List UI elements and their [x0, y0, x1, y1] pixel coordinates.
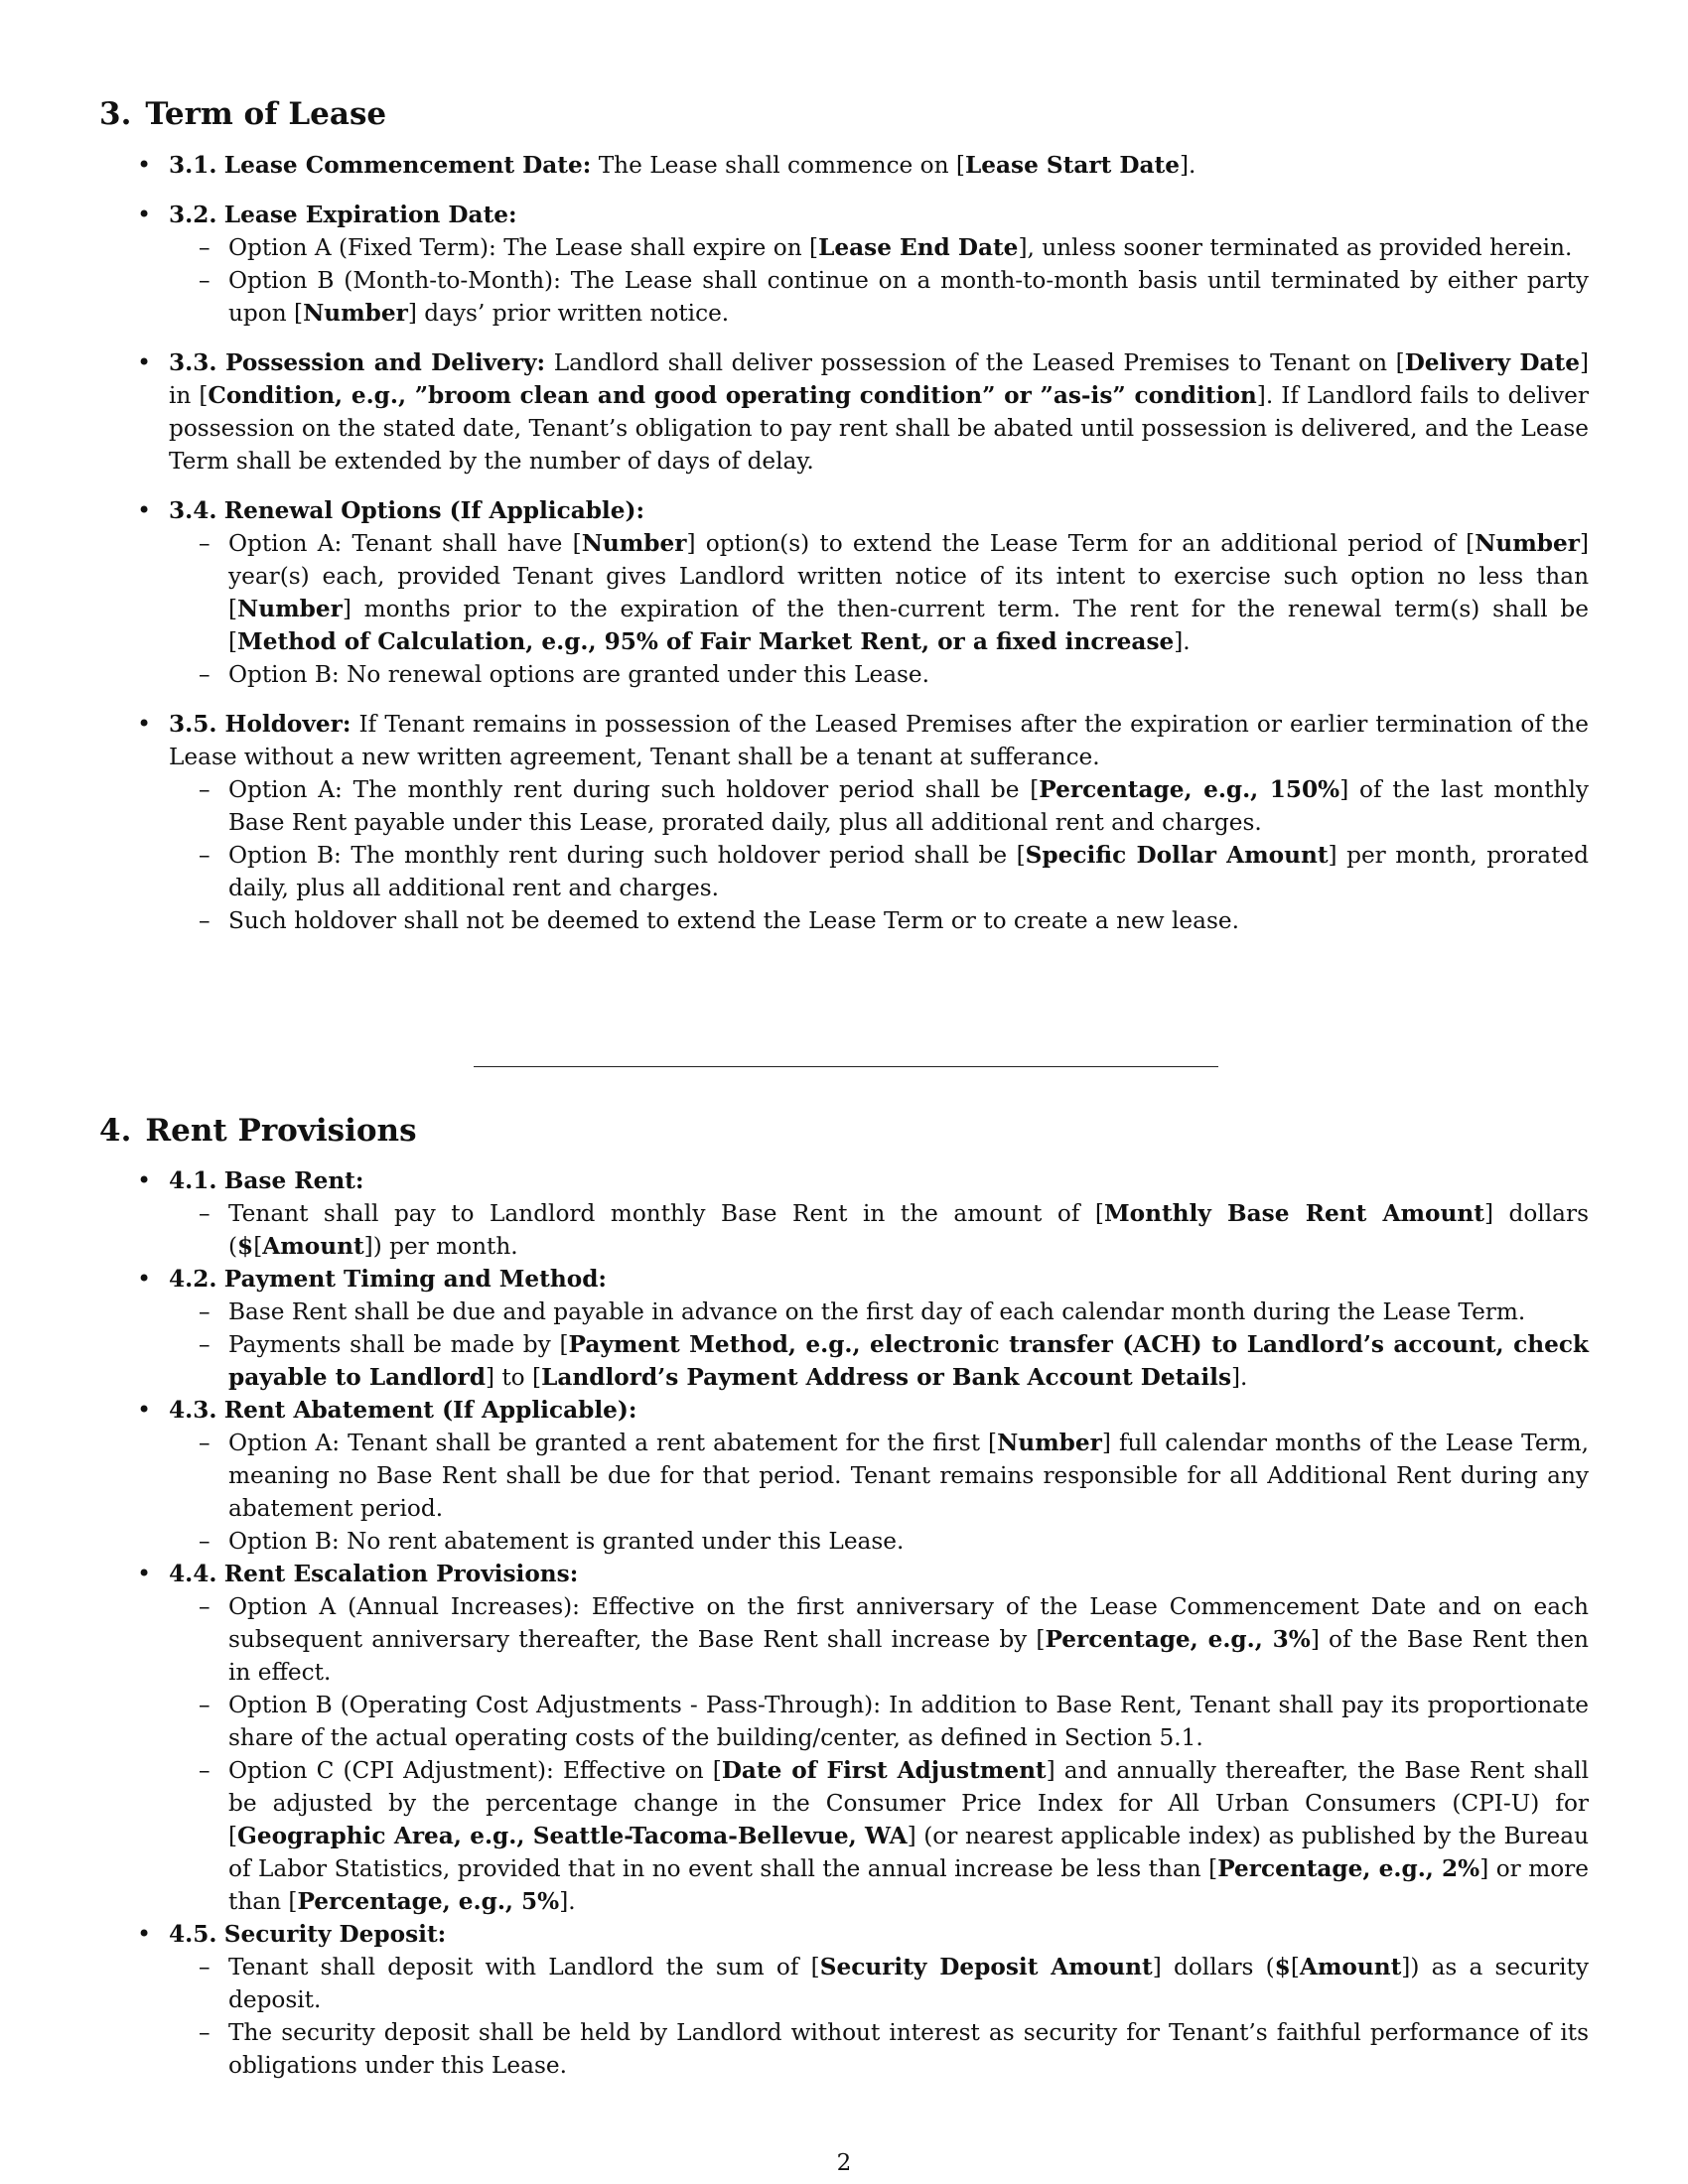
option-text: Option C (CPI Adjustment): Effective on [: [228, 1757, 722, 1784]
option-a: [169, 231, 1589, 264]
placeholder-field: Amount: [262, 1233, 364, 1260]
holdover-note: – Such holdover shall not be deemed to extend the Lease Term or to create a new lease.: [169, 904, 1589, 937]
clause-title: Holdover:: [224, 711, 352, 738]
placeholder-field: Payment Method, e.g., electronic transfer (ACH) to Landlord’s account, check payable to Landlord: [228, 1331, 1589, 1391]
item-text: Payments shall be made by [: [228, 1331, 569, 1358]
section-number: 4.: [99, 1113, 132, 1149]
option-b: [169, 839, 1589, 904]
clause-3-1: [99, 149, 1589, 182]
clause-number: 4.4.: [169, 1561, 217, 1587]
option-a: [169, 527, 1589, 658]
placeholder-field: Number: [1475, 530, 1580, 557]
clause-number: 4.3.: [169, 1397, 217, 1424]
item-text: ]) per month.: [363, 1233, 518, 1260]
option-text: ] months prior to the expiration of the then-current term. The rent for the renewal term(s) shall be [: [228, 596, 1589, 655]
list-item: – Base Rent shall be due and payable in advance on the first day of each calendar month during the Lease Term.: [169, 1296, 1589, 1328]
clause-3-4: [99, 494, 1589, 691]
clause-3-2: [99, 199, 1589, 330]
list-item: – The security deposit shall be held by Landlord without interest as security for Tenant’s faithful performance of its obligations under this Lease.: [169, 2016, 1589, 2082]
item-text: Tenant shall pay to Landlord monthly Base Rent in the amount of [: [228, 1200, 1104, 1227]
clause-number: 3.3.: [169, 349, 217, 376]
clause-3-5: [99, 708, 1589, 937]
clause-3-5-options: [169, 773, 1589, 937]
clause-title: Renewal Options (If Applicable):: [223, 497, 645, 524]
clause-4-1-items: [169, 1197, 1589, 1263]
section-title: Rent Provisions: [145, 1113, 417, 1149]
option-a: [169, 773, 1589, 839]
option-text: Option A: Tenant shall be granted a rent abatement for the first [: [228, 1430, 998, 1456]
list-item: [169, 1951, 1589, 2016]
clause-4-4: [99, 1558, 1589, 1918]
option-b: – Option B (Operating Cost Adjustments - Pass-Through): In addition to Base Rent, Tenant shall pay its proportionate share of the actual operating costs of the building/center, as defined in Section 5.1.: [169, 1689, 1589, 1754]
placeholder-field: Lease End Date: [818, 234, 1019, 261]
item-text: ] dollars (: [228, 1200, 1589, 1260]
clause-title: Rent Abatement (If Applicable):: [223, 1397, 637, 1424]
option-text: ] option(s) to extend the Lease Term for an additional period of [: [686, 530, 1476, 557]
clause-number: 4.5.: [169, 1921, 217, 1948]
clause-3-2-options: [169, 231, 1589, 330]
section-divider: [474, 1066, 1218, 1067]
option-text: ] per month, prorated daily, plus all additional rent and charges.: [228, 842, 1589, 901]
clause-number: 3.5.: [169, 711, 217, 738]
placeholder-field: Specific Dollar Amount: [1025, 842, 1329, 869]
clause-number: 3.1.: [169, 152, 217, 179]
clause-number: 4.1.: [169, 1167, 217, 1194]
option-text: ] year(s) each, provided Tenant gives Landlord written notice of its intent to exercise such option no less than [: [228, 530, 1590, 622]
clause-title: Lease Expiration Date:: [223, 202, 517, 228]
placeholder-field: Geographic Area, e.g., Seattle-Tacoma-Bellevue, WA: [237, 1823, 908, 1849]
clause-number: 3.2.: [169, 202, 217, 228]
section-4-heading: [99, 1112, 417, 1150]
item-text: ] to [: [485, 1364, 542, 1391]
currency-symbol: $: [1274, 1954, 1291, 1980]
placeholder-field: Monthly Base Rent Amount: [1103, 1200, 1484, 1227]
option-text: Option A (Fixed Term): The Lease shall expire on [: [228, 234, 819, 261]
option-text: Option B: The monthly rent during such holdover period shall be [: [228, 842, 1026, 869]
clause-4-3-options: [169, 1427, 1589, 1558]
placeholder-field: Landlord’s Payment Address or Bank Account Details: [541, 1364, 1232, 1391]
option-text: ] full calendar months of the Lease Term, meaning no Base Rent shall be due for that period. Tenant remains responsible for all Additional Rent during any abatement period.: [228, 1430, 1589, 1522]
clause-title: Possession and Delivery:: [225, 349, 546, 376]
clause-text: The Lease shall commence on [: [598, 152, 965, 179]
page-number: 2: [836, 2150, 852, 2176]
option-c: [169, 1754, 1589, 1918]
clause-text: ] in [: [169, 349, 1590, 409]
section-4-list: [99, 1164, 1589, 2082]
option-text: Option A (Annual Increases): Effective on the first anniversary of the Lease Commencement Date and on each subsequent anniversary thereafter, the Base Rent shall increase by [: [228, 1593, 1589, 1653]
section-4-body: [99, 1164, 1589, 2082]
option-text: ] and annually thereafter, the Base Rent shall be adjusted by the percentage change in the Consumer Price Index for All Urban Consumers (CPI-U) for [: [228, 1757, 1589, 1849]
placeholder-field: Amount: [1299, 1954, 1402, 1980]
clause-3-3: [99, 346, 1589, 478]
placeholder-field: Delivery Date: [1404, 349, 1580, 376]
clause-title: Security Deposit:: [223, 1921, 447, 1948]
clause-3-4-options: [169, 527, 1589, 691]
option-text: ] or more than [: [228, 1855, 1589, 1915]
option-text: ] (or nearest applicable index) as published by the Bureau of Labor Statistics, provided that in no event shall the annual increase be less than [: [228, 1823, 1590, 1882]
placeholder-field: Condition, e.g., ”broom clean and good operating condition” or ”as-is” condition: [208, 382, 1257, 409]
option-a: [169, 1590, 1589, 1689]
option-b: [169, 264, 1589, 330]
item-text: [: [253, 1233, 263, 1260]
clause-4-2: [99, 1263, 1589, 1394]
placeholder-field: Security Deposit Amount: [819, 1954, 1153, 1980]
clause-4-1: [99, 1164, 1589, 1263]
clause-text: If Tenant remains in possession of the Leased Premises after the expiration or earlier termination of the Lease without a new written agreement, Tenant shall be a tenant at sufferance.: [169, 711, 1590, 770]
clause-text: ].: [1180, 152, 1196, 179]
option-text: ] days’ prior written notice.: [407, 300, 730, 327]
clause-4-5-items: [169, 1951, 1589, 2082]
section-number: 3.: [99, 96, 132, 132]
clause-title: Base Rent:: [223, 1167, 364, 1194]
option-text: Option A: Tenant shall have [: [228, 530, 582, 557]
section-3-heading: [99, 95, 386, 133]
option-text: ] of the Base Rent then in effect.: [228, 1626, 1589, 1686]
item-text: ]) as a security deposit.: [228, 1954, 1589, 2013]
option-b: – Option B: No renewal options are granted under this Lease.: [169, 658, 1589, 691]
clause-4-3: [99, 1394, 1589, 1558]
placeholder-field: Date of First Adjustment: [721, 1757, 1047, 1784]
currency-symbol: $: [237, 1233, 254, 1260]
placeholder-field: Percentage, e.g., 5%: [297, 1888, 560, 1915]
placeholder-field: Percentage, e.g., 3%: [1045, 1626, 1311, 1653]
option-text: ].: [559, 1888, 576, 1915]
clause-number: 3.4.: [169, 497, 217, 524]
placeholder-field: Number: [581, 530, 687, 557]
clause-title: Lease Commencement Date:: [223, 152, 592, 179]
clause-title: Payment Timing and Method:: [223, 1266, 607, 1293]
section-3-body: [99, 149, 1589, 937]
item-text: [: [1290, 1954, 1300, 1980]
section-3-list: [99, 149, 1589, 937]
option-text: Option A: The monthly rent during such holdover period shall be [: [228, 776, 1040, 803]
option-text: ], unless sooner terminated as provided herein.: [1018, 234, 1573, 261]
clause-number: 4.2.: [169, 1266, 217, 1293]
option-text: Option B (Month-to-Month): The Lease shall continue on a month-to-month basis until terminated by either party upon [: [228, 267, 1589, 327]
placeholder-field: Number: [237, 596, 343, 622]
option-text: ].: [1174, 628, 1191, 655]
item-text: Tenant shall deposit with Landlord the sum of [: [228, 1954, 820, 1980]
list-item: [169, 1197, 1589, 1263]
option-text: ] of the last monthly Base Rent payable under this Lease, prorated daily, plus all additional rent and charges.: [228, 776, 1589, 836]
section-title: Term of Lease: [145, 96, 387, 132]
placeholder-field: Lease Start Date: [964, 152, 1181, 179]
placeholder-field: Number: [303, 300, 408, 327]
clause-4-2-items: [169, 1296, 1589, 1394]
placeholder-field: Number: [997, 1430, 1102, 1456]
item-text: ] dollars (: [1152, 1954, 1275, 1980]
option-b: – Option B: No rent abatement is granted under this Lease.: [169, 1525, 1589, 1558]
clause-text: ]. If Landlord fails to deliver possession on the stated date, Tenant’s obligation to pay rent shall be abated until possession is delivered, and the Lease Term shall be extended by the number of days of delay.: [169, 382, 1589, 475]
option-a: [169, 1427, 1589, 1525]
list-item: [169, 1328, 1589, 1394]
clause-4-4-options: [169, 1590, 1589, 1918]
item-text: ].: [1231, 1364, 1248, 1391]
placeholder-field: Percentage, e.g., 2%: [1217, 1855, 1480, 1882]
clause-text: Landlord shall deliver possession of the Leased Premises to Tenant on [: [553, 349, 1405, 376]
placeholder-field: Percentage, e.g., 150%: [1039, 776, 1340, 803]
placeholder-field: Method of Calculation, e.g., 95% of Fair Market Rent, or a fixed increase: [237, 628, 1175, 655]
clause-4-5: [99, 1918, 1589, 2082]
clause-title: Rent Escalation Provisions:: [223, 1561, 579, 1587]
